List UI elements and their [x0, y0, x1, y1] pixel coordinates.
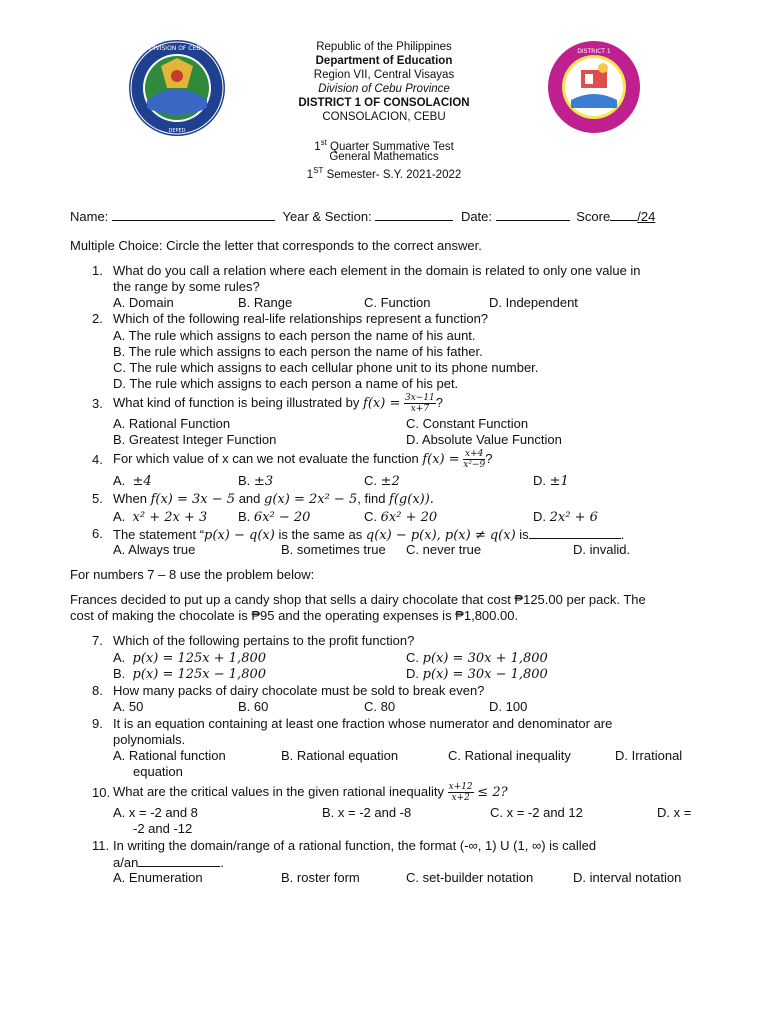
q7-option-b[interactable]: B. p(x) = 125x − 1,800 [113, 666, 267, 682]
score-label: Score [576, 209, 611, 224]
q11-text-line2: a/an . [113, 855, 224, 870]
q7-text: Which of the following pertains to the profit function? [113, 633, 415, 648]
header-division: Division of Cebu Province [318, 83, 450, 95]
name-label: Name: [70, 209, 109, 224]
q4-option-d[interactable]: D. ±1 [533, 473, 569, 489]
subject-title: General Mathematics [329, 151, 439, 163]
q10-fraction: $\frac{x+12}{x+2}$ [448, 782, 473, 804]
q2-option-b[interactable]: B. The rule which assigns to each person the name of his father. [113, 344, 483, 359]
q3-text: What kind of function is being illustrated by f(x) = $\frac{3x-11}{x+7}$ ? [113, 393, 444, 415]
q11-option-a[interactable]: A. Enumeration [113, 870, 203, 885]
q4-option-a[interactable]: A. ±4 [113, 473, 152, 489]
q1-option-a[interactable]: A. Domain [113, 295, 174, 310]
year-section-label: Year & Section: [282, 209, 372, 224]
score-field[interactable] [610, 208, 637, 221]
q9-option-b[interactable]: B. Rational equation [281, 748, 399, 763]
svg-text:DEPED: DEPED [168, 128, 186, 134]
q11-blank[interactable] [138, 854, 220, 867]
q1-text-line1: What do you call a relation where each element in the domain is related to only one value in [113, 263, 641, 278]
q6-text: The statement “p(x) − q(x) is the same as q(x) − p(x), p(x) ≠ q(x) is . [113, 527, 625, 543]
problem-intro: For numbers 7 – 8 use the problem below: [70, 567, 315, 582]
q9-number: 9. [92, 716, 103, 731]
q3-option-c[interactable]: C. Constant Function [406, 416, 529, 431]
q3-fraction: $\frac{3x-11}{x+7}$ [404, 393, 435, 415]
q4-text: For which value of x can we not evaluate the function f(x) = $\frac{x+4}{\text{x²−9}}$ ? [113, 449, 493, 471]
q3-number: 3. [92, 396, 103, 411]
q7-option-c[interactable]: C. p(x) = 30x + 1,800 [406, 650, 548, 666]
q6-option-a[interactable]: A. Always true [113, 542, 196, 557]
q2-option-a[interactable]: A. The rule which assigns to each person the name of his aunt. [113, 328, 476, 343]
q9-option-d[interactable]: D. Irrational [615, 748, 683, 763]
header-republic: Republic of the Philippines [316, 41, 452, 53]
q4-option-b[interactable]: B. ±3 [238, 473, 274, 489]
q5-number: 5. [92, 491, 103, 506]
q7-option-d[interactable]: D. p(x) = 30x − 1,800 [406, 666, 548, 682]
q11-option-b[interactable]: B. roster form [281, 870, 360, 885]
score-total: /24 [637, 209, 656, 224]
year-section-field[interactable] [375, 208, 453, 221]
q2-text: Which of the following real-life relationships represent a function? [113, 311, 489, 326]
q11-option-d[interactable]: D. interval notation [573, 870, 682, 885]
q6-option-c[interactable]: C. never true [406, 542, 482, 557]
q4-number: 4. [92, 452, 103, 467]
q1-option-d[interactable]: D. Independent [489, 295, 578, 310]
q7-number: 7. [92, 633, 103, 648]
q7-option-a[interactable]: A. p(x) = 125x + 1,800 [113, 650, 267, 666]
q6-option-b[interactable]: B. sometimes true [281, 542, 386, 557]
q9-option-c[interactable]: C. Rational inequality [448, 748, 571, 763]
header-location: CONSOLACION, CEBU [322, 111, 446, 123]
date-label: Date: [460, 209, 493, 224]
q3-option-d[interactable]: D. Absolute Value Function [406, 432, 562, 447]
header-district: DISTRICT 1 OF CONSOLACION [298, 97, 470, 109]
q1-option-b[interactable]: B. Range [238, 295, 293, 310]
q2-number: 2. [92, 311, 103, 326]
q6-number: 6. [92, 526, 103, 541]
q10-option-d-continued: -2 and -12 [133, 821, 193, 836]
q11-text-line1: In writing the domain/range of a rational function, the format (-∞, 1) U (1, ∞) is called [113, 838, 597, 853]
q9-text-line2: polynomials. [113, 732, 186, 747]
header-region: Region VII, Central Visayas [313, 69, 455, 81]
q1-option-c[interactable]: C. Function [364, 295, 431, 310]
q5-text: When f(x) = 3x − 5 and g(x) = 2x² − 5, find f(g(x)). [113, 491, 434, 507]
q1-text-line2: the range by some rules? [113, 279, 260, 294]
name-field[interactable] [112, 208, 275, 221]
q10-option-a[interactable]: A. x = -2 and 8 [113, 805, 198, 820]
q8-number: 8. [92, 683, 103, 698]
q6-blank[interactable] [529, 526, 621, 539]
q8-option-a[interactable]: A. 50 [113, 699, 144, 714]
q10-option-c[interactable]: C. x = -2 and 12 [490, 805, 583, 820]
test-title: 1st Quarter Summative Test [314, 138, 454, 153]
q5-option-a[interactable]: A. x² + 2x + 3 [113, 509, 208, 525]
q6-option-d[interactable]: D. invalid. [573, 542, 631, 557]
q10-text: What are the critical values in the given rational inequality $\frac{x+12}{x+2}$ ≤ 2? [113, 782, 508, 804]
q4-option-c[interactable]: C. ±2 [364, 473, 400, 489]
q3-option-b[interactable]: B. Greatest Integer Function [113, 432, 277, 447]
q8-option-b[interactable]: B. 60 [238, 699, 269, 714]
q9-option-a-continued: equation [133, 764, 183, 779]
q10-option-b[interactable]: B. x = -2 and -8 [322, 805, 412, 820]
semester-title: 1ST Semester- S.Y. 2021-2022 [306, 166, 462, 181]
svg-text:DIVISION OF CEBU: DIVISION OF CEBU [149, 45, 205, 52]
q5-option-d[interactable]: D. 2x² + 6 [533, 509, 598, 525]
q5-option-c[interactable]: C. 6x² + 20 [364, 509, 438, 525]
student-info-fields [70, 208, 655, 225]
q9-option-a[interactable]: A. Rational function [113, 748, 226, 763]
svg-text:DISTRICT 1: DISTRICT 1 [577, 48, 611, 55]
q8-option-d[interactable]: D. 100 [489, 699, 528, 714]
date-field[interactable] [496, 208, 570, 221]
problem-line1: Frances decided to put up a candy shop that sells a dairy chocolate that cost ₱125.00 per pack. The [70, 592, 646, 607]
q10-option-d[interactable]: D. x = [657, 805, 692, 820]
q2-option-d[interactable]: D. The rule which assigns to each person a name of his pet. [113, 376, 459, 391]
q8-option-c[interactable]: C. 80 [364, 699, 396, 714]
instructions: Multiple Choice: Circle the letter that corresponds to the correct answer. [70, 238, 482, 253]
q5-option-b[interactable]: B. 6x² − 20 [238, 509, 311, 525]
q10-number: 10. [92, 785, 111, 800]
q11-option-c[interactable]: C. set-builder notation [406, 870, 534, 885]
q1-number: 1. [92, 263, 103, 278]
problem-line2: cost of making the chocolate is ₱95 and the operating expenses is ₱1,800.00. [70, 608, 519, 623]
q9-text-line1: It is an equation containing at least one fraction whose numerator and denominator are [113, 716, 613, 731]
q4-fraction: $\frac{x+4}{\text{x²−9}}$ [463, 449, 486, 471]
header-deped: Department of Education [315, 55, 453, 67]
q3-option-a[interactable]: A. Rational Function [113, 416, 231, 431]
q8-text: How many packs of dairy chocolate must be sold to break even? [113, 683, 485, 698]
q2-option-c[interactable]: C. The rule which assigns to each cellular phone unit to its phone number. [113, 360, 539, 375]
q11-number: 11. [92, 838, 110, 853]
